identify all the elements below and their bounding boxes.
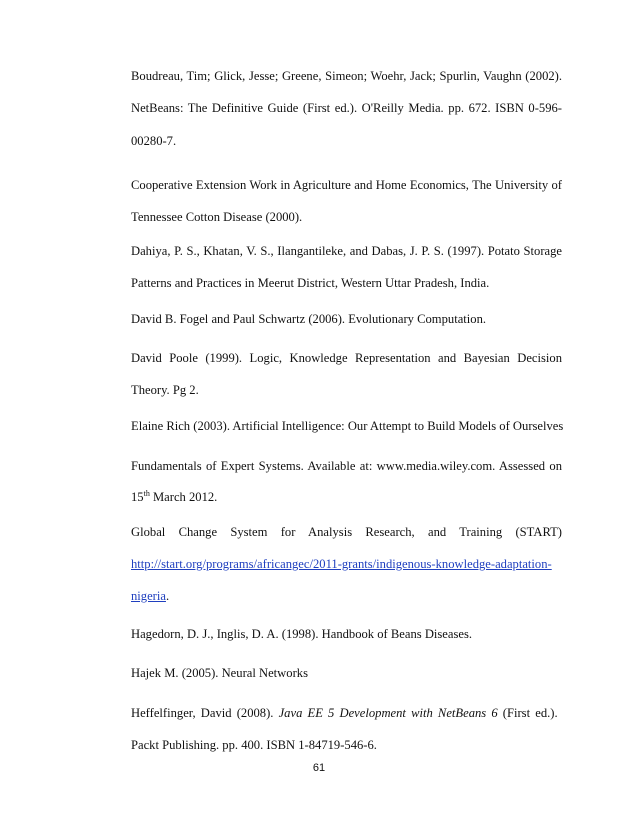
reference-poole-line2: Theory. Pg 2. [131, 383, 199, 397]
date-ordinal-suffix: th [143, 488, 150, 498]
reference-dahiya-line2: Patterns and Practices in Meerut District, Western Uttar Pradesh, India. [131, 276, 490, 290]
reference-fundamentals-line2 [131, 489, 562, 505]
reference-fogel: David B. Fogel and Paul Schwartz (2006). Evolutionary Computation. [131, 312, 487, 326]
page-number: 61 [312, 762, 326, 774]
heffelfinger-book-title: Java EE 5 Development with NetBeans 6 [278, 706, 498, 720]
reference-hajek: Hajek M. (2005). Neural Networks [131, 666, 308, 680]
reference-boudreau-line1: Boudreau, Tim; Glick, Jesse; Greene, Simeon; Woehr, Jack; Spurlin, Vaughn (2002). [131, 69, 562, 83]
reference-heffelfinger-line1 [131, 705, 562, 721]
date-month-year: March 2012. [149, 490, 218, 504]
reference-poole-line1: David Poole (1999). Logic, Knowledge Representation and Bayesian Decision [131, 351, 562, 365]
reference-boudreau-line2: NetBeans: The Definitive Guide (First ed.). O'Reilly Media. pp. 672. ISBN 0-596- [131, 101, 562, 115]
reference-global-period: . [165, 589, 170, 603]
reference-dahiya-line1: Dahiya, P. S., Khatan, V. S., Ilangantileke, and Dabas, J. P. S. (1997). Potato Storage [131, 244, 562, 258]
start-url-link-continuation[interactable]: nigeria [131, 589, 166, 603]
start-url-link[interactable]: http://start.org/programs/africangec/2011-grants/indigenous-knowledge-adaptation- [131, 557, 552, 571]
reference-heffelfinger-line2: Packt Publishing. pp. 400. ISBN 1-84719-546-6. [131, 738, 377, 752]
reference-cooperative-line2: Tennessee Cotton Disease (2000). [131, 210, 303, 224]
reference-boudreau-line3: 00280-7. [131, 134, 177, 148]
reference-rich: Elaine Rich (2003). Artificial Intelligence: Our Attempt to Build Models of Ourselves [131, 419, 564, 433]
reference-hagedorn: Hagedorn, D. J., Inglis, D. A. (1998). Handbook of Beans Diseases. [131, 627, 473, 641]
reference-global-line1: Global Change System for Analysis Research, and Training (START) [131, 525, 562, 539]
reference-cooperative-line1: Cooperative Extension Work in Agriculture and Home Economics, The University of [131, 178, 562, 192]
date-day: 15 [131, 490, 144, 504]
heffelfinger-edition: (First ed.). [497, 706, 558, 720]
heffelfinger-author: Heffelfinger, David (2008). [131, 706, 279, 720]
reference-global-line3 [131, 588, 562, 604]
reference-global-line2 [131, 556, 562, 572]
reference-fundamentals-line1: Fundamentals of Expert Systems. Available at: www.media.wiley.com. Assessed on [131, 459, 562, 473]
